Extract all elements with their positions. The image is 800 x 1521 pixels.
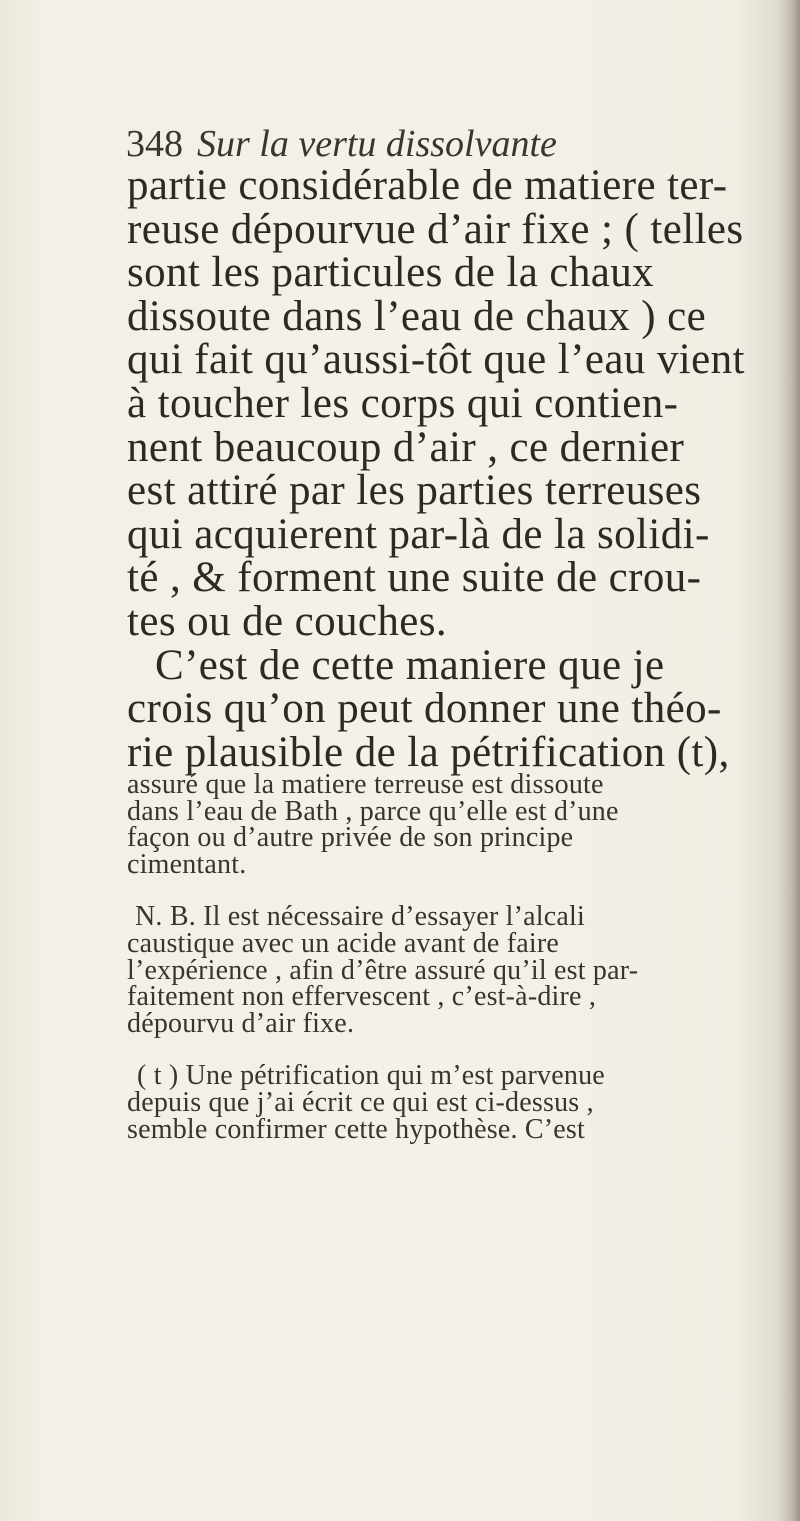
main-text-line: té , & forment une suite de crou- bbox=[127, 554, 702, 602]
footnote-line: caustique avec un acide avant de faire bbox=[127, 927, 560, 959]
main-text-line: dissoute dans l’eau de chaux ) ce bbox=[127, 292, 707, 340]
footnote-continuation bbox=[127, 769, 775, 880]
main-text-line: rie plausible de la pétrification (t), bbox=[127, 728, 730, 776]
main-text-line: à toucher les corps qui contien- bbox=[127, 379, 679, 427]
running-title: Sur la vertu dissolvante bbox=[197, 123, 557, 165]
page-number: 348 bbox=[126, 123, 183, 165]
main-text-line: partie considérable de matiere ter- bbox=[127, 162, 728, 209]
footnotes-block bbox=[127, 769, 775, 1145]
footnote-line: faitement non effervescent , c’est-à-dire , bbox=[127, 981, 597, 1013]
footnote-line: depuis que j’ai écrit ce qui est ci-dessus , bbox=[127, 1086, 594, 1118]
main-text-line: tes ou de couches. bbox=[127, 597, 448, 645]
page-edge-shadow bbox=[778, 0, 800, 1521]
main-text-line: qui acquierent par-là de la solidi- bbox=[127, 510, 710, 558]
main-text-block bbox=[127, 164, 775, 774]
footnote-t bbox=[127, 1060, 775, 1145]
footnote-nb bbox=[127, 901, 775, 1039]
running-header bbox=[126, 122, 557, 166]
footnote-line: semble confirmer cette hypothèse. C’est bbox=[127, 1113, 585, 1145]
footnote-line: dépourvu d’air fixe. bbox=[127, 1007, 355, 1039]
footnote-line: l’expérience , afin d’être assuré qu’il est par- bbox=[127, 954, 639, 986]
main-text-line: sont les particules de la chaux bbox=[127, 249, 655, 297]
footnote-line: cimentant. bbox=[127, 848, 247, 880]
footnote-line: ( t ) Une pétrification qui m’est parvenue bbox=[137, 1060, 605, 1092]
main-text-line: est attiré par les parties terreuses bbox=[127, 467, 702, 515]
main-text-line: crois qu’on peut donner une théo- bbox=[127, 685, 722, 733]
footnote-line: N. B. Il est nécessaire d’essayer l’alcali bbox=[135, 901, 585, 933]
footnote-line: façon ou d’autre privée de son principe bbox=[127, 822, 574, 854]
main-text-line: C’est de cette maniere que je bbox=[155, 641, 665, 689]
main-text-line: reuse dépourvue d’air fixe ; ( telles bbox=[127, 205, 744, 253]
footnote-line: dans l’eau de Bath , parce qu’elle est d’une bbox=[127, 795, 619, 827]
main-text-line: qui fait qu’aussi-tôt que l’eau vient bbox=[127, 336, 745, 384]
footnote-line: assuré que la matiere terreuse est dissoute bbox=[127, 769, 604, 800]
main-text-line: nent beaucoup d’air , ce dernier bbox=[127, 423, 685, 471]
